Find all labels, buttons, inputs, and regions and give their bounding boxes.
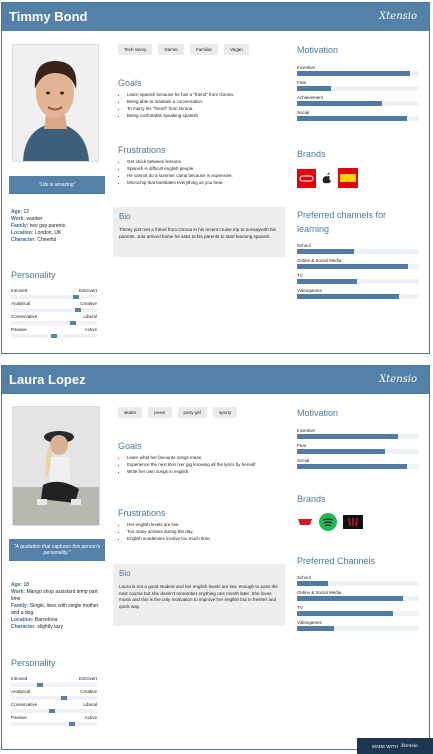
- tag: Vegan: [224, 44, 249, 55]
- channel-row: Videogames: [297, 288, 419, 303]
- bio-text: Timmy just met a friend from Girona in his recent cruise trip to norwaywith his parents. Just arrived home he asks to his parents to start learning spanish.: [119, 227, 276, 239]
- persona-card-timmy: [1, 2, 430, 354]
- bio-box: [113, 564, 285, 626]
- goals-title: Goals: [118, 441, 142, 451]
- tag: Gamer: [158, 44, 184, 55]
- motivation-row: Incentive: [297, 428, 419, 443]
- list-item: • Learn what her favourite songs mean.: [127, 454, 290, 461]
- motivation-row: Social: [297, 458, 419, 473]
- goals-list: [118, 454, 290, 475]
- personality-title: Personality: [11, 270, 56, 280]
- personality-knob[interactable]: [37, 683, 43, 687]
- channel-row: TV: [297, 605, 419, 620]
- fact-age: Age: 18: [11, 582, 30, 588]
- list-item: • Learn spanish because he has a "friend" from Girona.: [127, 91, 288, 98]
- list-item: • Too many activies during the day.: [127, 528, 290, 535]
- channel-row: School: [297, 243, 419, 258]
- personality-row: Introvert Extrovert: [11, 288, 97, 301]
- bio-title: Bio: [119, 569, 131, 578]
- personality-knob[interactable]: [51, 334, 57, 338]
- xtensio-logo: Xtensio: [379, 374, 417, 385]
- persona-facts: [11, 582, 105, 631]
- list-item: • English academies involve too much time.: [127, 535, 290, 542]
- list-item: • Get stuck between lessons.: [127, 158, 288, 165]
- brands-title: Brands: [297, 149, 326, 159]
- brands-title: Brands: [297, 494, 326, 504]
- channel-row: TV: [297, 273, 419, 288]
- persona-header: [2, 3, 429, 31]
- apple-logo: [322, 172, 332, 184]
- personality-row: Conservative Liberal: [11, 702, 97, 715]
- list-item: • Being able to maintain a conversation.: [127, 98, 288, 105]
- personality-title: Personality: [11, 658, 56, 668]
- persona-quote: "Life is amazing": [9, 176, 105, 194]
- personality-row: Introved Extrovert: [11, 676, 97, 689]
- fact-work: Work: wanker: [11, 216, 43, 222]
- motivation-title: Motivation: [297, 408, 339, 418]
- motivation-row: Fear: [297, 80, 419, 95]
- personality-sliders: [11, 676, 97, 728]
- personality-knob[interactable]: [49, 709, 55, 713]
- fact-location: Location: Barcelona: [11, 617, 58, 623]
- persona-card-laura: [1, 365, 430, 750]
- frustrations-list: [118, 158, 288, 186]
- fact-character: Character: slightly lazy: [11, 624, 63, 630]
- brand-logos: [297, 513, 363, 531]
- channel-row: Online & Social Media: [297, 258, 419, 273]
- personality-knob[interactable]: [75, 308, 81, 312]
- bio-title: Bio: [119, 212, 131, 221]
- girl-sitting-image: [13, 407, 99, 525]
- frustrations-title: Frustrations: [118, 508, 166, 518]
- channel-meters: [297, 243, 419, 303]
- persona-name: Timmy Bond: [9, 9, 88, 24]
- fact-location: Location: London, UK: [11, 230, 62, 236]
- channels-title: Preferred channels for learning: [297, 210, 387, 234]
- channel-meters: [297, 575, 419, 635]
- list-item: • Microchip that translates everything as you hear.: [127, 179, 288, 186]
- motivation-row: Fear: [297, 443, 419, 458]
- channel-row: School: [297, 575, 419, 590]
- xtensio-logo: Xtensio: [379, 11, 417, 22]
- persona-photo: [12, 44, 99, 162]
- personality-row: Analytical Creative: [11, 301, 97, 314]
- made-with-badge[interactable]: [357, 738, 433, 754]
- list-item: • He cannot do a summer camp because is expensive.: [127, 172, 288, 179]
- xtensio-footer-logo: Xtensio: [400, 743, 418, 749]
- spotify-logo: [319, 513, 337, 531]
- list-item: • Experience the next Bon Iver gig knowing all the lyrics by herself.: [127, 461, 290, 468]
- fact-family: Family: two gay parents: [11, 223, 66, 229]
- personality-knob[interactable]: [70, 321, 76, 325]
- motivation-row: Achievement: [297, 95, 419, 110]
- motivation-meters: [297, 428, 419, 473]
- persona-tags: [118, 44, 249, 55]
- fact-work: Work: Mango shop assistant temp part time: [11, 589, 98, 602]
- channel-row: Online & Social Media: [297, 590, 419, 605]
- channels-title: Preferred Channels: [297, 556, 376, 566]
- personality-knob[interactable]: [69, 722, 75, 726]
- list-item: • Write her own songs in english.: [127, 468, 290, 475]
- boy-portrait-image: [13, 45, 98, 161]
- personality-row: Passive Active: [11, 327, 97, 340]
- personality-knob[interactable]: [61, 696, 67, 700]
- tag: poser: [148, 407, 171, 418]
- tag: Tech savvy: [118, 44, 152, 55]
- monster-logo: [343, 515, 363, 529]
- motivation-row: Social: [297, 110, 419, 125]
- channel-row: Videogames: [297, 620, 419, 635]
- list-item: • Her english levels are low.: [127, 521, 290, 528]
- brand-logos: [297, 168, 358, 188]
- list-item: • Being confortable speaking spanish: [127, 112, 288, 119]
- personality-knob[interactable]: [73, 295, 79, 299]
- fact-character: Character: Cheerful: [11, 237, 57, 243]
- goals-list: [118, 91, 288, 119]
- bio-box: [113, 207, 285, 257]
- lego-logo: [338, 168, 358, 188]
- personality-row: Analytical Creative: [11, 689, 97, 702]
- tag: skater: [118, 407, 142, 418]
- persona-tags: [118, 407, 237, 418]
- persona-facts: [11, 209, 103, 244]
- fact-family: Family: Single, lives with single mother and a dog.: [11, 603, 99, 616]
- frustrations-title: Frustrations: [118, 145, 166, 155]
- persona-quote: "A quotation that captures this person's personality.": [9, 539, 105, 561]
- motivation-meters: [297, 65, 419, 125]
- list-item: • To marry his "friend" from Girona.: [127, 105, 288, 112]
- personality-sliders: [11, 288, 97, 340]
- persona-name: Laura Lopez: [9, 372, 86, 387]
- nintendo-logo: [297, 169, 316, 188]
- made-with-label: MADE WITH: [372, 743, 398, 749]
- motivation-row: Incentive: [297, 65, 419, 80]
- bio-text: Laura is not a good student and her english levels are low, enough to pass the next course but she doesn't remember enything one month later. She loves music and this is the only motivation to improve her english but in fresher and quick way.: [119, 584, 278, 609]
- personality-row: Passive Active: [11, 715, 97, 728]
- list-item: • Spanish is difficult english people.: [127, 165, 288, 172]
- frustrations-list: [118, 521, 290, 542]
- goals-title: Goals: [118, 78, 142, 88]
- tag: party-girl: [178, 407, 208, 418]
- vans-logo: [297, 515, 313, 529]
- persona-photo: [12, 406, 100, 526]
- motivation-title: Motivation: [297, 45, 339, 55]
- personality-row: Conservative Liberal: [11, 314, 97, 327]
- fact-age: Age: 12: [11, 209, 30, 215]
- tag: Familiar: [190, 44, 218, 55]
- tag: sporty: [213, 407, 237, 418]
- persona-header: [2, 366, 429, 394]
